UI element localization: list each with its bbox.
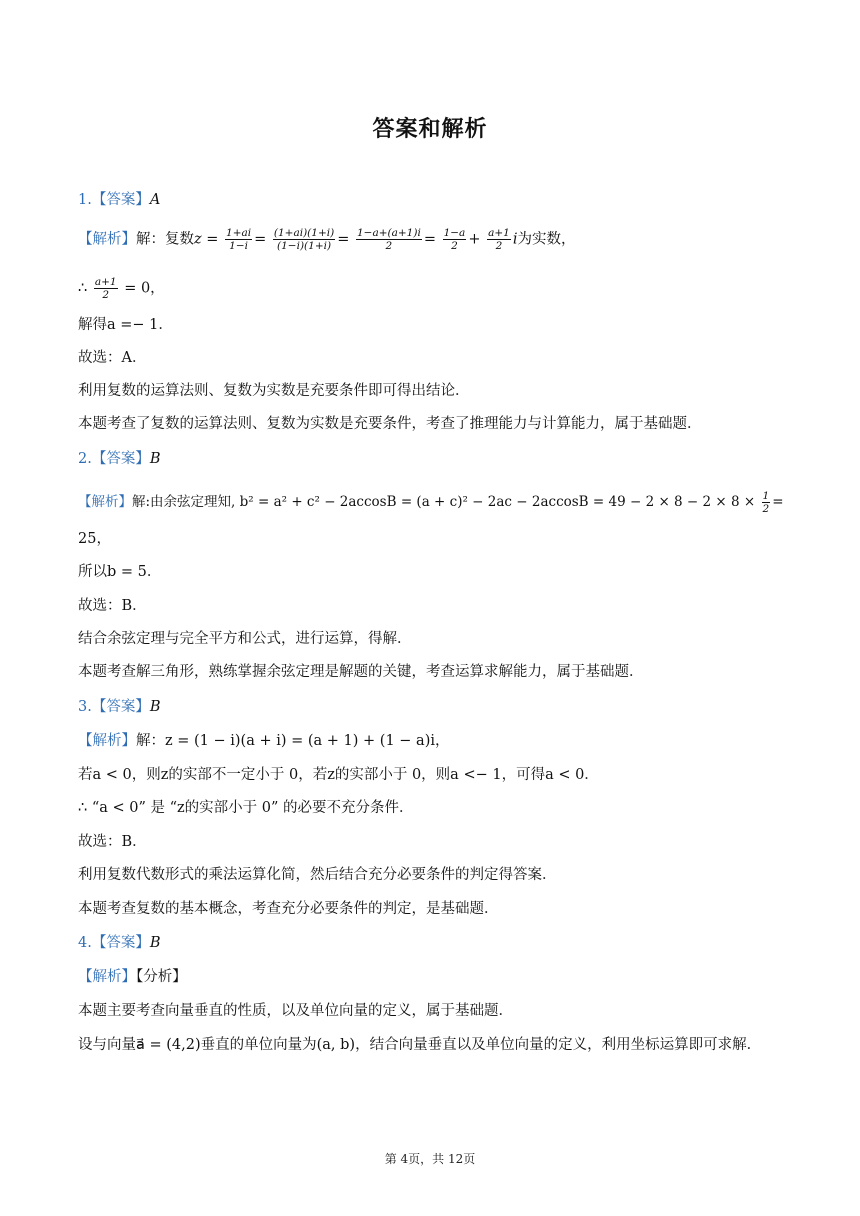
q1-line-3: 解得a =− 1． <box>78 317 173 333</box>
q3-line-5: 利用复数代数形式的乘法运算化简，然后结合充分必要条件的判定得答案． <box>78 867 557 883</box>
page-footer: 第 4页，共 12页 <box>384 1152 476 1166</box>
q1-l1-text: 解：复数 <box>136 231 194 248</box>
q3-answer-value: B <box>149 699 161 715</box>
q4-line-2: 设与向量a⃗ = (4,2)垂直的单位向量为(a, b)，结合向量垂直以及单位向量的定义，利用坐标运算即可求解． <box>78 1037 762 1053</box>
q4-analysis-tag: 【解析】 <box>78 969 136 985</box>
q3-analysis-line <box>78 731 450 751</box>
q4-number: 4. <box>78 935 92 951</box>
q1-fraction-3: $\frac{1-a+(a+1)i}{2}$ <box>356 227 421 252</box>
q2-fraction-1: $\frac{1}{2}$ <box>762 490 770 515</box>
q4-answer-line <box>78 933 161 953</box>
q4-analysis-sub: 【分析】 <box>136 969 187 985</box>
q1-analysis-line: 【解析】解：复数z = $\frac{1+ai}{1-i}$ = $\frac{(1+ai)(1+i)}{(1-i)(1+i)}$ = $\frac{1-a+(a+1)i}{2}$ = $\frac{1-a}{2}$ + $\frac{a+1}{2}$ i为实数， <box>78 227 576 252</box>
q3-line-6: 本题考查复数的基本概念，考查充分必要条件的判定，是基础题． <box>78 901 499 917</box>
q2-line-4: 故选：B． <box>78 598 147 614</box>
q2-answer-tag: 【答案】 <box>91 451 150 467</box>
q4-line-1: 本题主要考查向量垂直的性质，以及单位向量的定义，属于基础题． <box>78 1003 513 1019</box>
q1-fraction-4: $\frac{1-a}{2}$ <box>443 227 466 252</box>
q1-fraction-5: $\frac{a+1}{2}$ <box>488 227 510 252</box>
q2-analysis-tag: 【解析】 <box>78 494 132 510</box>
q3-analysis-tag: 【解析】 <box>78 733 136 749</box>
q1-l1-z: z = <box>194 231 219 248</box>
page-title: 答案和解析 <box>372 117 488 142</box>
q3-answer-tag: 【答案】 <box>91 699 150 715</box>
q2-line-5: 结合余弦定理与完全平方和公式，进行运算，得解． <box>78 631 412 647</box>
q2-line-6: 本题考查解三角形，熟练掌握余弦定理是解题的关键，考查运算求解能力，属于基础题． <box>78 664 644 680</box>
q2-line-3: 所以b = 5． <box>78 564 162 580</box>
q2-number: 2. <box>78 451 92 467</box>
q3-answer-line <box>78 697 161 717</box>
q1-line-6: 本题考查了复数的运算法则、复数为实数是充要条件，考查了推理能力与计算能力，属于基础题． <box>78 416 702 432</box>
q1-analysis-tag: 【解析】 <box>78 231 136 248</box>
q2-line-2: 25， <box>78 531 111 547</box>
q4-answer-value: B <box>149 935 161 951</box>
q1-condition-line: ∴ $\frac{a+1}{2}$ = 0， <box>78 276 165 301</box>
q1-line-5: 利用复数的运算法则、复数为实数是充要条件即可得出结论． <box>78 383 470 399</box>
q3-line-4: 故选：B． <box>78 834 147 850</box>
q4-answer-tag: 【答案】 <box>91 935 150 951</box>
q2-answer-value: B <box>149 451 161 467</box>
q3-l1: 解：z = (1 − i)(a + i) = (a + 1) + (1 − a)i， <box>136 733 450 749</box>
q1-answer-tag: 【答案】 <box>91 192 150 208</box>
q3-line-2: 若a < 0，则z的实部不一定小于 0，若z的实部小于 0，则a <− 1，可得a < 0． <box>78 767 599 783</box>
q4-analysis-line <box>78 967 187 987</box>
q1-fraction-1: $\frac{1+ai}{1-i}$ <box>226 227 252 252</box>
q2-analysis-line: 【解析】解:由余弦定理知, b² = a² + c² − 2accosB = (a + c)² − 2ac − 2accosB = 49 − 2 × 8 − 2 × 8 × $\frac{1}{2}$ = <box>78 490 784 515</box>
q1-fraction-2: $\frac{(1+ai)(1+i)}{(1-i)(1+i)}$ <box>273 227 335 252</box>
q1-line-4: 故选：A． <box>78 350 147 366</box>
q1-number: 1. <box>78 192 92 208</box>
q1-answer-value: A <box>149 192 161 208</box>
q1-l1-tail: 为实数， <box>517 231 576 248</box>
q1-fraction-6: $\frac{a+1}{2}$ <box>94 276 117 301</box>
q3-number: 3. <box>78 699 92 715</box>
q2-l1: 解:由余弦定理知, b² = a² + c² − 2accosB = (a + c)² − 2ac − 2accosB = 49 − 2 × 8 − 2 × 8 × <box>132 494 756 510</box>
q3-line-3: ∴ “a < 0” 是 “z的实部小于 0” 的必要不充分条件． <box>78 800 414 816</box>
q2-answer-line <box>78 449 161 469</box>
q1-answer-line <box>78 190 160 210</box>
